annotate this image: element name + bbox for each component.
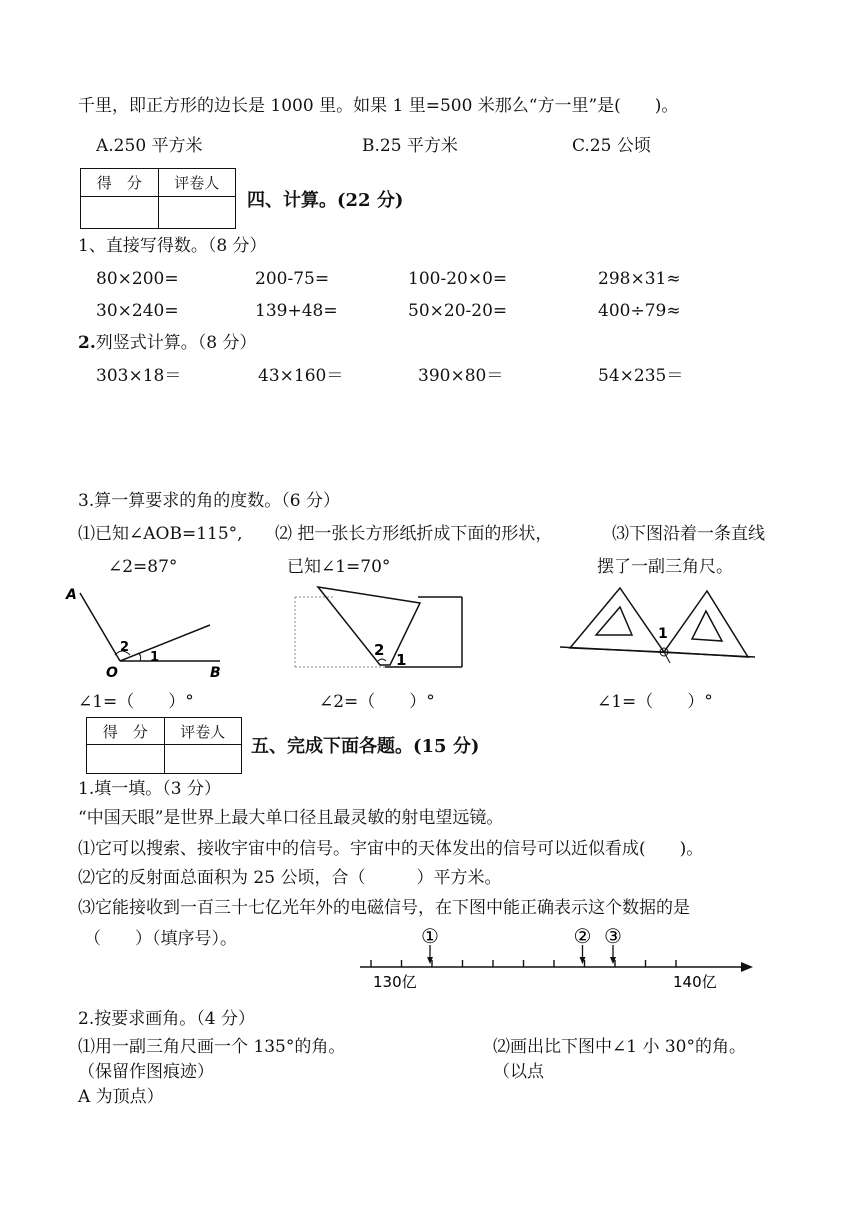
problem-text: ⑶它能接收到一百三十七亿光年外的电磁信号，在下图中能正确表示这个数据的是 [78,898,690,918]
label-1: 1 [658,626,668,642]
number-line-marker [574,924,592,964]
question-text: 千里，即正方形的边长是 1000 里。如果 1 里=500 米那么“方一里”是( )。 [78,96,679,116]
answer-blank[interactable]: ∠2=（ ）° [319,692,435,712]
label-1: 1 [150,650,160,665]
problem-text: A 为顶点） [78,1087,164,1107]
problem-text: ⑵ 把一张长方形纸折成下面的形状， [275,524,553,544]
problem-text: ⑴用一副三角尺画一个 135°的角。 [78,1037,346,1057]
number-line-marker [421,924,439,964]
set-squares-figure [560,583,760,668]
score-cell[interactable] [87,745,165,774]
answer-blank[interactable]: ∠1=（ ）° [78,692,194,712]
score-box [86,717,242,774]
folded-paper-figure [290,585,470,675]
score-box [80,168,236,229]
subsection-number: 2. [78,333,96,353]
grader-label: 评卷人 [158,169,236,197]
problem-text: 摆了一副三角尺。 [597,557,733,577]
problem-text: 已知∠1=70° [287,557,391,577]
problem-text: ⑴已知∠AOB=115°, [78,524,243,544]
marker-label: ② [573,924,592,948]
subsection-title [78,333,256,353]
label-a: A [66,587,77,603]
option-b: B.25 平方米 [362,136,458,156]
subsection-title: 2.按要求画角。（4 分） [78,1009,255,1029]
tick-label-right: 140亿 [673,973,717,991]
problem-text: ⑴它可以搜索、接收宇宙中的信号。宇宙中的天体发出的信号可以近似看成( )。 [78,839,704,859]
option-a: A.250 平方米 [96,136,203,156]
score-cell[interactable] [81,197,159,229]
subsection-title: 1、直接写得数。（8 分） [78,236,267,256]
answer-blank[interactable]: （ ）（填序号）。 [84,929,237,949]
problem-text: ⑵画出比下图中∠1 小 30°的角。 [493,1037,746,1057]
option-c: C.25 公顷 [572,136,651,156]
vertical-calc-item: 54×235＝ [598,366,684,386]
number-line-marker [604,924,622,964]
vertical-calc-item: 303×18＝ [96,366,182,386]
label-o: O [106,665,118,681]
marker-label: ③ [604,924,622,948]
answer-blank[interactable]: ∠1=（ ）° [597,692,713,712]
marker-label: ① [421,924,439,948]
calc-item: 100-20×0= [408,269,508,289]
calc-item: 139+48= [255,301,338,321]
label-2: 2 [374,641,385,659]
grader-cell[interactable] [158,197,236,229]
problem-text: （以点 [493,1062,544,1082]
calc-item: 400÷79≈ [598,301,681,321]
subsection-title: 3.算一算要求的角的度数。（6 分） [78,491,340,511]
subsection-text: 列竖式计算。（8 分） [95,333,257,353]
calc-item: 30×240= [96,301,179,321]
calc-item: 80×200= [96,269,179,289]
problem-text: ∠2=87° [108,557,178,577]
angle-figure-1 [60,585,230,685]
subsection-title: 1.填一填。（3 分） [78,779,221,799]
tick-label-left: 130亿 [373,973,417,991]
number-line-markers [421,924,622,964]
label-2: 2 [120,640,130,655]
problem-text: ⑶下图沿着一条直线 [612,524,765,544]
score-label: 得 分 [81,169,159,197]
calc-item: 298×31≈ [598,269,681,289]
number-line [355,925,765,990]
section-title: 五、完成下面各题。(15 分) [251,736,480,757]
calc-item: 50×20-20= [408,301,508,321]
intro-text: “中国天眼”是世界上最大单口径且最灵敏的射电望远镜。 [78,808,504,828]
problem-text: ⑵它的反射面总面积为 25 公顷，合（ ）平方米。 [78,868,502,888]
number-line-ticks [371,960,676,967]
label-1: 1 [396,651,407,669]
label-b: B [210,665,221,681]
section-title: 四、计算。(22 分) [247,190,404,211]
grader-cell[interactable] [164,745,242,774]
calc-item: 200-75= [255,269,330,289]
vertical-calc-item: 43×160＝ [258,366,344,386]
vertical-calc-item: 390×80＝ [418,366,504,386]
grader-label: 评卷人 [164,718,242,745]
score-label: 得 分 [87,718,165,745]
problem-text: （保留作图痕迹） [78,1062,214,1082]
